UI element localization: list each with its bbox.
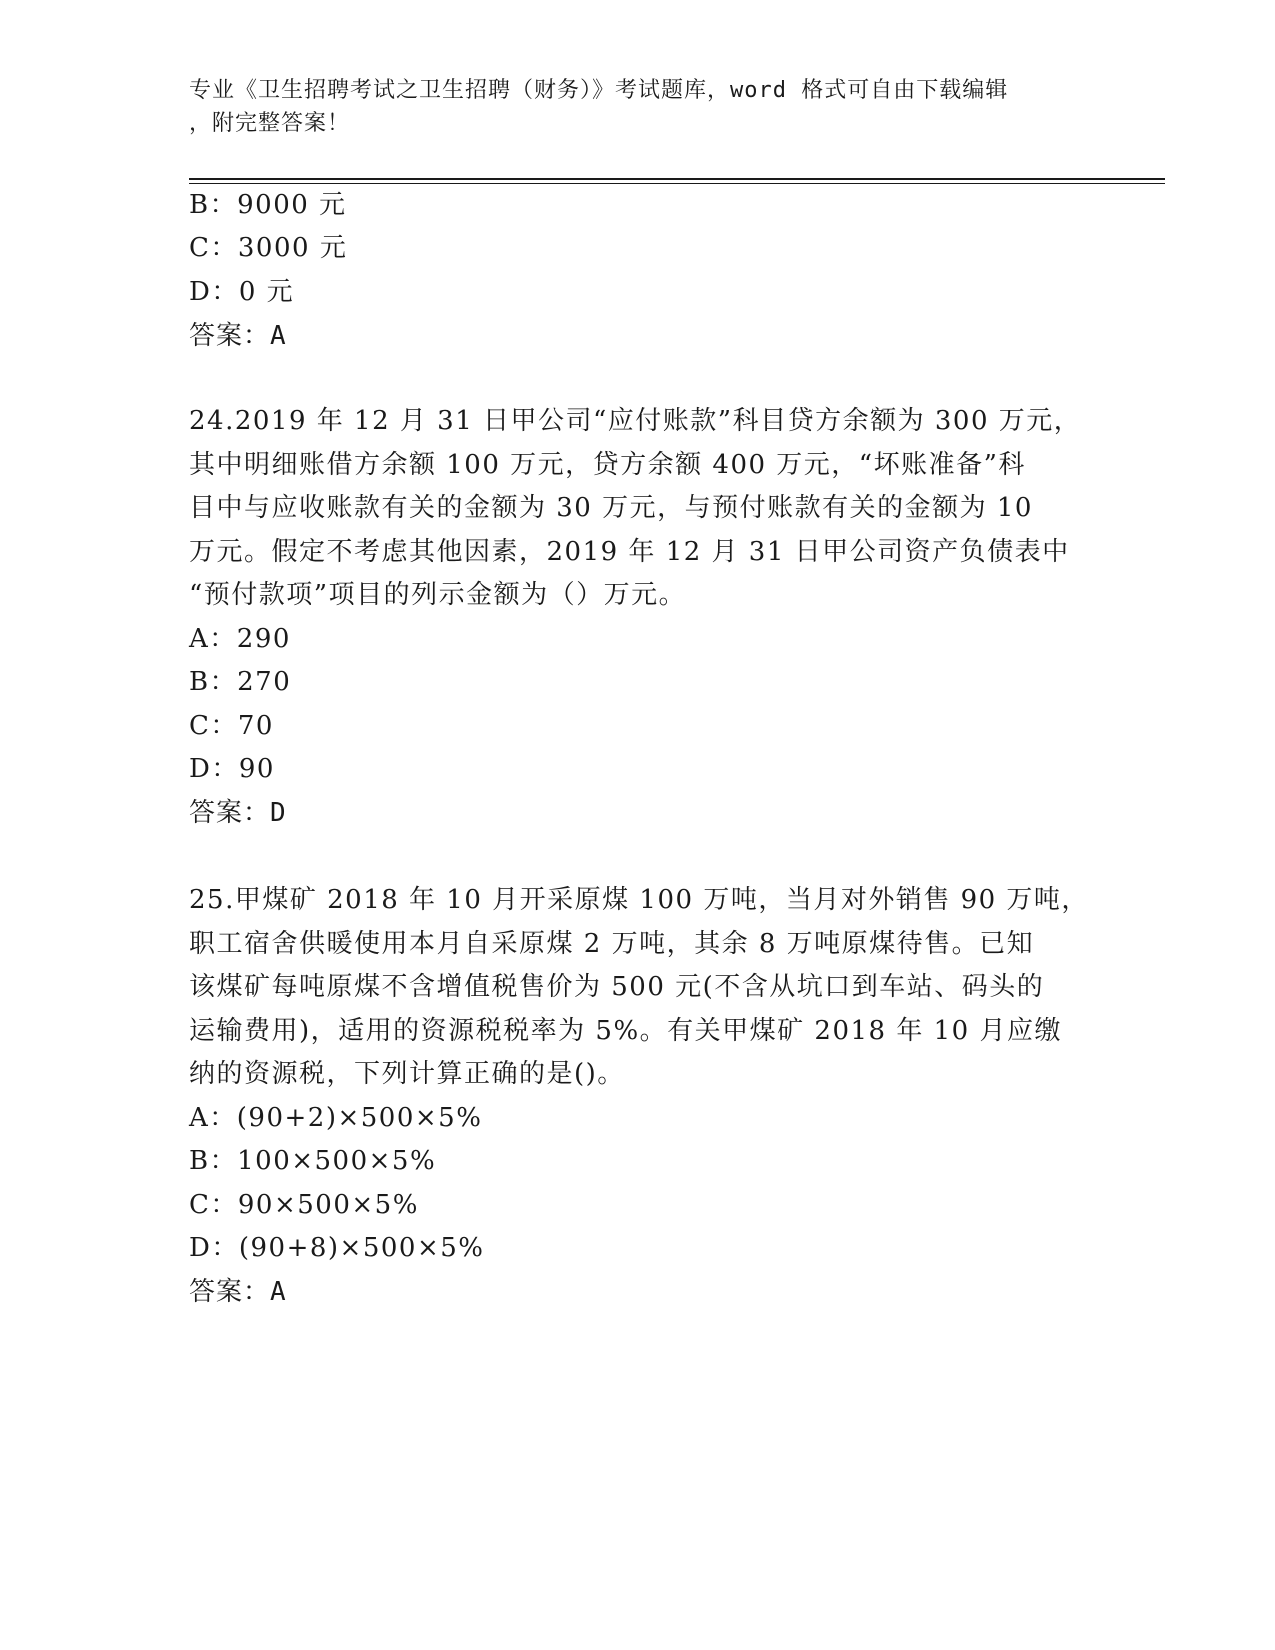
question-25-line-1: 25.甲煤矿 2018 年 10 月开采原煤 100 万吨，当月对外销售 90 万吨， <box>189 885 1089 915</box>
question-24-line-5: “预付款项”项目的列示金额为（）万元。 <box>189 580 687 610</box>
question-24-option-c: C：70 <box>189 711 274 741</box>
option-d: D：0 元 <box>189 277 295 307</box>
question-24-line-4: 万元。假定不考虑其他因素，2019 年 12 月 31 日甲公司资产负债表中 <box>189 537 1070 567</box>
option-c: C：3000 元 <box>189 233 348 263</box>
question-25-line-4: 运输费用)，适用的资源税税率为 5%。有关甲煤矿 2018 年 10 月应缴 <box>189 1016 1062 1046</box>
question-25-line-2: 职工宿舍供暖使用本月自采原煤 2 万吨，其余 8 万吨原煤待售。已知 <box>189 929 1035 959</box>
question-25-answer: 答案：A <box>189 1277 287 1307</box>
header-divider-thick <box>189 178 1165 180</box>
question-25-option-a: A：(90+2)×500×5% <box>189 1103 483 1133</box>
question-25-option-b: B：100×500×5% <box>189 1146 437 1176</box>
question-25-line-5: 纳的资源税，下列计算正确的是()。 <box>189 1059 625 1089</box>
question-24-line-1: 24.2019 年 12 月 31 日甲公司“应付账款”科目贷方余额为 300 万元， <box>189 406 1082 436</box>
header-divider-thin <box>189 183 1165 184</box>
question-25-option-d: D：(90+8)×500×5% <box>189 1233 485 1263</box>
question-24-line-2: 其中明细账借方余额 100 万元，贷方余额 400 万元，“坏账准备”科 <box>189 450 1026 480</box>
question-24-option-a: A：290 <box>189 624 291 654</box>
answer-label: 答案：A <box>189 321 287 351</box>
document-header <box>189 74 1069 140</box>
question-24-line-3: 目中与应收账款有关的金额为 30 万元，与预付账款有关的金额为 10 <box>189 493 1033 523</box>
question-24-option-b: B：270 <box>189 667 292 697</box>
header-line-2: ，附完整答案！ <box>189 111 351 136</box>
question-24-answer: 答案：D <box>189 798 287 828</box>
option-b: B：9000 元 <box>189 190 347 220</box>
question-25-line-3: 该煤矿每吨原煤不含增值税售价为 500 元(不含从坑口到车站、码头的 <box>189 972 1045 1002</box>
question-24-option-d: D：90 <box>189 754 275 784</box>
question-25-option-c: C：90×500×5% <box>189 1190 419 1220</box>
header-line-1: 专业《卫生招聘考试之卫生招聘（财务）》考试题库，word 格式可自由下载编辑 <box>189 78 1009 103</box>
